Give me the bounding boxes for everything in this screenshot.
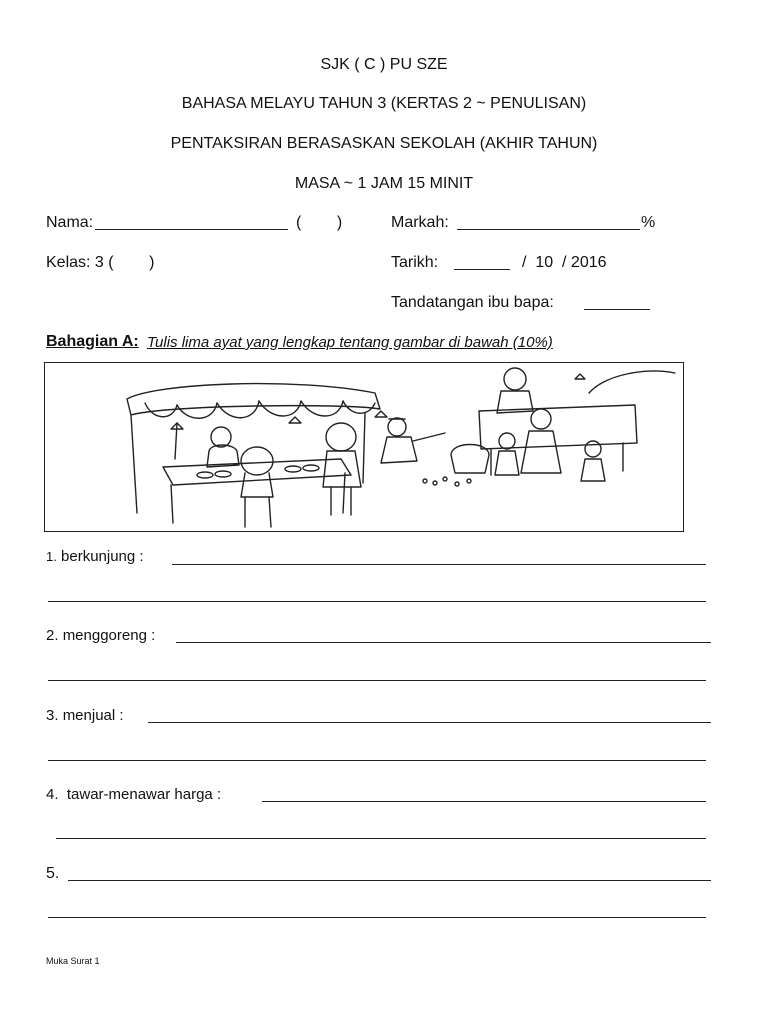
question-4-number: 4. [46, 786, 59, 803]
school-name: SJK ( C ) PU SZE [320, 56, 448, 73]
market-scene-picture [44, 362, 684, 532]
answer-2-line-2[interactable] [48, 680, 706, 681]
question-5-label [46, 865, 64, 883]
answer-2-line-1[interactable] [176, 642, 711, 643]
question-2-keyword: menggoreng : [62, 627, 156, 644]
question-4-label [46, 786, 221, 803]
nama-index-paren: ( ) [296, 214, 343, 231]
tarikh-month-year: / 10 / 2016 [522, 254, 607, 271]
answer-4-line-1[interactable] [262, 801, 706, 802]
page-number: Muka Surat 1 [46, 956, 100, 966]
nama-field[interactable] [95, 229, 288, 230]
answer-3-line-2[interactable] [48, 760, 706, 761]
tandatangan-label: Tandatangan ibu bapa: [391, 294, 554, 311]
answer-1-line-2[interactable] [48, 601, 706, 602]
markah-label: Markah: [391, 214, 449, 231]
tarikh-day-field[interactable] [454, 269, 510, 270]
answer-1-line-1[interactable] [172, 564, 706, 565]
question-2-label [46, 627, 155, 644]
answer-5-line-1[interactable] [68, 880, 711, 881]
question-1-keyword: berkunjung : [61, 548, 144, 565]
answer-4-line-2[interactable] [56, 838, 706, 839]
question-3-label [46, 707, 124, 724]
question-1-number: 1. [46, 549, 57, 564]
question-1-label [46, 548, 144, 565]
assessment-title: PENTAKSIRAN BERASASKAN SEKOLAH (AKHIR TAHUN) [170, 135, 598, 152]
answer-3-line-1[interactable] [148, 722, 711, 723]
kelas-label: Kelas: 3 ( ) [46, 254, 155, 271]
markah-field[interactable] [457, 229, 640, 230]
duration: MASA ~ 1 JAM 15 MINIT [294, 175, 474, 192]
question-3-number: 3. [46, 707, 59, 724]
nama-label: Nama: [46, 214, 94, 231]
section-a-instruction: Tulis lima ayat yang lengkap tentang gambar di bawah (10%) [147, 334, 553, 351]
section-a-title: Bahagian A: [46, 333, 139, 350]
question-3-keyword: menjual : [62, 707, 124, 724]
tarikh-label: Tarikh: [391, 254, 439, 271]
question-2-number: 2. [46, 627, 59, 644]
market-scene-drawing [45, 363, 684, 532]
question-5-number: 5. [46, 865, 60, 882]
answer-5-line-2[interactable] [48, 917, 706, 918]
tandatangan-field[interactable] [584, 309, 650, 310]
question-4-keyword: tawar-menawar harga : [66, 786, 222, 803]
markah-percent: % [641, 214, 656, 231]
subject-title: BAHASA MELAYU TAHUN 3 (KERTAS 2 ~ PENULISAN) [181, 95, 587, 112]
